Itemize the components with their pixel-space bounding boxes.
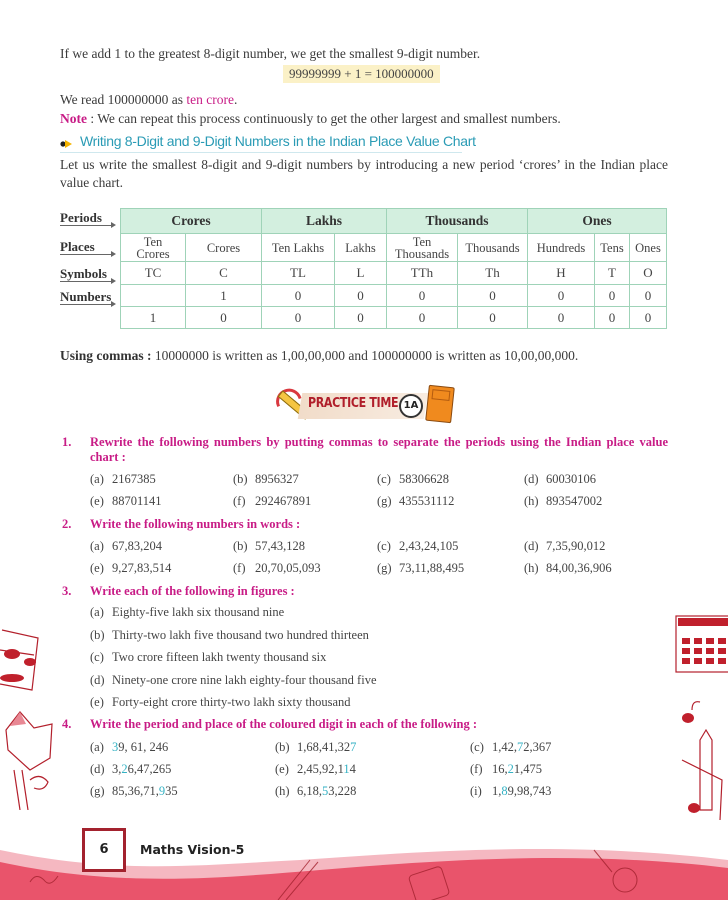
option-label: (g) (377, 561, 392, 575)
option-item (377, 472, 449, 487)
place-cell: Ones (630, 234, 667, 262)
option-value: 435531112 (399, 494, 455, 508)
option-label: (f) (470, 762, 483, 776)
option-value: Forty-eight crore thirty-two lakh sixty thousand (112, 695, 351, 709)
coloured-digit: 2 (121, 762, 128, 776)
question-number: 1. (62, 435, 72, 449)
number-cell: 0 (262, 307, 335, 329)
option-label: (c) (377, 472, 391, 486)
row-label-text: Places (60, 239, 95, 254)
option-item (470, 762, 542, 777)
option-item (90, 695, 351, 710)
practice-time-title: PRACTICE TIME (308, 396, 399, 411)
note-label: Note (60, 111, 87, 126)
intro-line-1: If we add 1 to the greatest 8-digit number, we get the smallest 9-digit number. (60, 46, 481, 61)
coloured-digit: 8 (501, 784, 508, 798)
option-value-after: 4 (349, 762, 356, 776)
place-text: Ten Crores (136, 234, 170, 261)
right-arrow-icon (60, 254, 114, 255)
using-commas-line (60, 348, 578, 364)
right-arrow-icon (60, 225, 114, 226)
option-label: (c) (470, 740, 484, 754)
option-value-before: 1,42, (492, 740, 517, 754)
option-item (233, 494, 311, 509)
number-cell: 1 (186, 285, 262, 307)
option-label: (d) (524, 539, 539, 553)
place-cell (121, 234, 186, 262)
option-value-before: 1, (492, 784, 502, 798)
option-label: (b) (90, 627, 105, 642)
place-cell: Hundreds (528, 234, 595, 262)
option-value: 84,00,36,906 (546, 561, 612, 575)
period-crores: Crores (121, 209, 262, 234)
option-label: (e) (90, 695, 104, 709)
option-label: (i) (470, 784, 482, 798)
option-value: Thirty-two lakh five thousand two hundred thirteen (112, 627, 369, 642)
option-value: 67,83,204 (112, 539, 162, 553)
number-cell: 0 (335, 307, 387, 329)
right-doodle-decoration (672, 610, 728, 820)
symbol-cell: TTh (387, 262, 458, 285)
row-label-periods (60, 210, 102, 226)
option-item (90, 494, 162, 509)
option-value-after: 9, 61, 246 (118, 740, 169, 754)
option-item (90, 784, 178, 799)
option-value: 2,43,24,105 (399, 539, 459, 553)
left-doodle-decoration (0, 610, 60, 810)
option-value: Eighty-five lakh six thousand nine (112, 605, 285, 619)
option-item (275, 784, 356, 799)
option-value: 57,43,128 (255, 539, 305, 553)
question-number: 2. (62, 517, 72, 531)
right-arrow-icon (60, 304, 114, 305)
option-item (377, 494, 454, 509)
place-cell: Crores (186, 234, 262, 262)
option-label: (b) (233, 539, 248, 553)
place-cell: Lakhs (335, 234, 387, 262)
option-item (470, 784, 551, 799)
row-label-text: Symbols (60, 266, 107, 281)
option-item (377, 539, 458, 554)
number-cell: 0 (528, 285, 595, 307)
option-label: (d) (90, 672, 105, 687)
row-label-text: Periods (60, 210, 102, 225)
period-lakhs: Lakhs (262, 209, 387, 234)
option-item (90, 762, 171, 777)
option-item (90, 740, 168, 755)
option-item (90, 472, 156, 487)
option-label: (a) (90, 605, 104, 619)
place-value-table (120, 208, 667, 329)
option-value-before: 16, (492, 762, 508, 776)
option-label: (g) (377, 494, 392, 508)
place-cell (387, 234, 458, 262)
option-label: (c) (377, 539, 391, 553)
option-value: 292467891 (255, 494, 312, 508)
option-value: 893547002 (546, 494, 603, 508)
page-number: 6 (82, 828, 126, 872)
option-value-after: 35 (165, 784, 178, 798)
symbol-cell: C (186, 262, 262, 285)
number-cell: 0 (458, 285, 528, 307)
section-underline (60, 152, 462, 153)
option-value: 58306628 (399, 472, 449, 486)
equation-highlight: 99999999 + 1 = 100000000 (283, 65, 440, 83)
symbol-cell: Th (458, 262, 528, 285)
numbers-row-8-digit (121, 285, 667, 307)
number-cell: 0 (630, 307, 667, 329)
option-item (470, 740, 551, 755)
number-cell: 0 (595, 307, 630, 329)
option-item (90, 628, 369, 643)
period-thousands: Thousands (387, 209, 528, 234)
exercise-badge: 1A (399, 394, 423, 418)
option-value-after: 6,47,265 (127, 762, 172, 776)
number-cell: 0 (528, 307, 595, 329)
option-item (90, 673, 377, 688)
option-label: (f) (233, 561, 246, 575)
option-item (90, 650, 326, 665)
option-item (90, 539, 162, 554)
row-label-numbers (60, 289, 111, 305)
question-text: Write the following numbers in words : (90, 517, 301, 531)
option-value-after: 9,98,743 (507, 784, 552, 798)
option-value-before: 2,45,92,1 (297, 762, 344, 776)
option-item (524, 494, 602, 509)
option-value-after: 3,228 (328, 784, 357, 798)
coloured-digit: 1 (343, 762, 350, 776)
option-value: 73,11,88,495 (399, 561, 465, 575)
question-text: Write the period and place of the coloured digit in each of the following : (90, 717, 478, 731)
coloured-digit: 3 (112, 740, 119, 754)
number-cell: 0 (335, 285, 387, 307)
option-value-before: 6,18, (297, 784, 322, 798)
option-value: 9,27,83,514 (112, 561, 172, 575)
coloured-digit: 5 (322, 784, 329, 798)
symbols-row (121, 262, 667, 285)
question-number: 3. (62, 584, 72, 598)
symbol-cell: L (335, 262, 387, 285)
option-item (377, 561, 464, 576)
option-label: (b) (233, 472, 248, 486)
option-value: 8956327 (255, 472, 299, 486)
arrow-bullet-icon (60, 136, 74, 146)
option-item (233, 539, 305, 554)
option-value-after: 2,367 (523, 740, 552, 754)
option-item (90, 561, 171, 576)
book-icon (425, 385, 455, 424)
option-value-after: 1,475 (513, 762, 542, 776)
symbol-cell: T (595, 262, 630, 285)
question-text: Write each of the following in figures : (90, 584, 295, 598)
place-cell: Ten Lakhs (262, 234, 335, 262)
option-label: (h) (524, 494, 539, 508)
number-cell: 0 (458, 307, 528, 329)
option-value: 88701141 (112, 494, 162, 508)
intro-line-2-suffix: . (233, 92, 238, 107)
section-heading-text: Writing 8-Digit and 9-Digit Numbers in the Indian Place Value Chart (80, 133, 476, 149)
book-title: Maths Vision-5 (140, 842, 245, 857)
place-cell: Thousands (458, 234, 528, 262)
option-label: (h) (275, 784, 290, 798)
option-value: Ninety-one crore nine lakh eighty-four thousand five (112, 672, 377, 687)
option-item (275, 762, 356, 777)
option-label: (d) (524, 472, 539, 486)
option-value-before: 85,36,71, (112, 784, 159, 798)
option-value: Two crore fifteen lakh twenty thousand six (112, 650, 327, 664)
number-cell: 0 (595, 285, 630, 307)
place-text: Ten Thousands (394, 234, 450, 261)
row-label-places (60, 239, 95, 255)
number-cell: 0 (387, 307, 458, 329)
number-cell: 0 (186, 307, 262, 329)
coloured-digit: 7 (517, 740, 524, 754)
row-label-symbols (60, 266, 107, 282)
periods-row (121, 209, 667, 234)
option-label: (f) (233, 494, 246, 508)
period-ones: Ones (528, 209, 667, 234)
option-item (233, 561, 321, 576)
option-label: (e) (275, 762, 289, 776)
ten-crore-highlight: ten crore (186, 92, 234, 107)
option-value: 2167385 (112, 472, 156, 486)
coloured-digit: 9 (158, 784, 166, 798)
symbol-cell: H (528, 262, 595, 285)
number-cell (121, 285, 186, 307)
option-value: 60030106 (546, 472, 596, 486)
using-commas-label: Using commas : (60, 348, 152, 363)
option-value: 7,35,90,012 (546, 539, 606, 553)
option-item (524, 472, 596, 487)
number-cell: 0 (387, 285, 458, 307)
option-label: (e) (90, 494, 104, 508)
option-label: (d) (90, 762, 105, 776)
note-text: : We can repeat this process continuously to get the other largest and smallest numbers. (87, 111, 561, 126)
section-heading (60, 133, 476, 149)
symbol-cell: O (630, 262, 667, 285)
intro-line-2-prefix: We read 100000000 as (60, 92, 187, 107)
place-cell: Tens (595, 234, 630, 262)
option-value-before: 3, (112, 762, 122, 776)
option-value-before: 1,68,41,32 (297, 740, 351, 754)
using-commas-text: 10000000 is written as 1,00,00,000 and 100000000 is written as 10,00,00,000. (151, 348, 579, 363)
question-text: Rewrite the following numbers by putting commas to separate the periods using the Indian place value chart : (90, 435, 668, 464)
numbers-row-9-digit (121, 307, 667, 329)
option-label: (h) (524, 561, 539, 575)
option-label: (a) (90, 539, 104, 553)
option-label: (c) (90, 650, 104, 664)
option-value: 20,70,05,093 (255, 561, 321, 575)
option-item (275, 740, 356, 755)
option-label: (b) (275, 740, 290, 754)
number-cell: 0 (262, 285, 335, 307)
question-number: 4. (62, 717, 72, 731)
number-cell: 0 (630, 285, 667, 307)
option-item (233, 472, 299, 487)
option-label: (e) (90, 561, 104, 575)
intro-line-2 (60, 92, 237, 108)
option-item (90, 605, 284, 620)
right-arrow-icon (60, 281, 114, 282)
symbol-cell: TL (262, 262, 335, 285)
note-line (60, 111, 561, 127)
row-label-text: Numbers (60, 289, 112, 304)
option-label: (a) (90, 740, 104, 754)
option-item (524, 539, 605, 554)
symbol-cell: TC (121, 262, 186, 285)
coloured-digit: 7 (350, 740, 357, 754)
section-intro: Let us write the smallest 8-digit and 9-digit numbers by introducing a new period ‘crores’ in the Indian place value chart. (60, 157, 668, 190)
practice-time-banner (272, 383, 462, 433)
option-item (524, 561, 612, 576)
coloured-digit: 2 (507, 762, 514, 776)
option-label: (a) (90, 472, 104, 486)
option-label: (g) (90, 784, 105, 798)
places-row (121, 234, 667, 262)
number-cell: 1 (121, 307, 186, 329)
